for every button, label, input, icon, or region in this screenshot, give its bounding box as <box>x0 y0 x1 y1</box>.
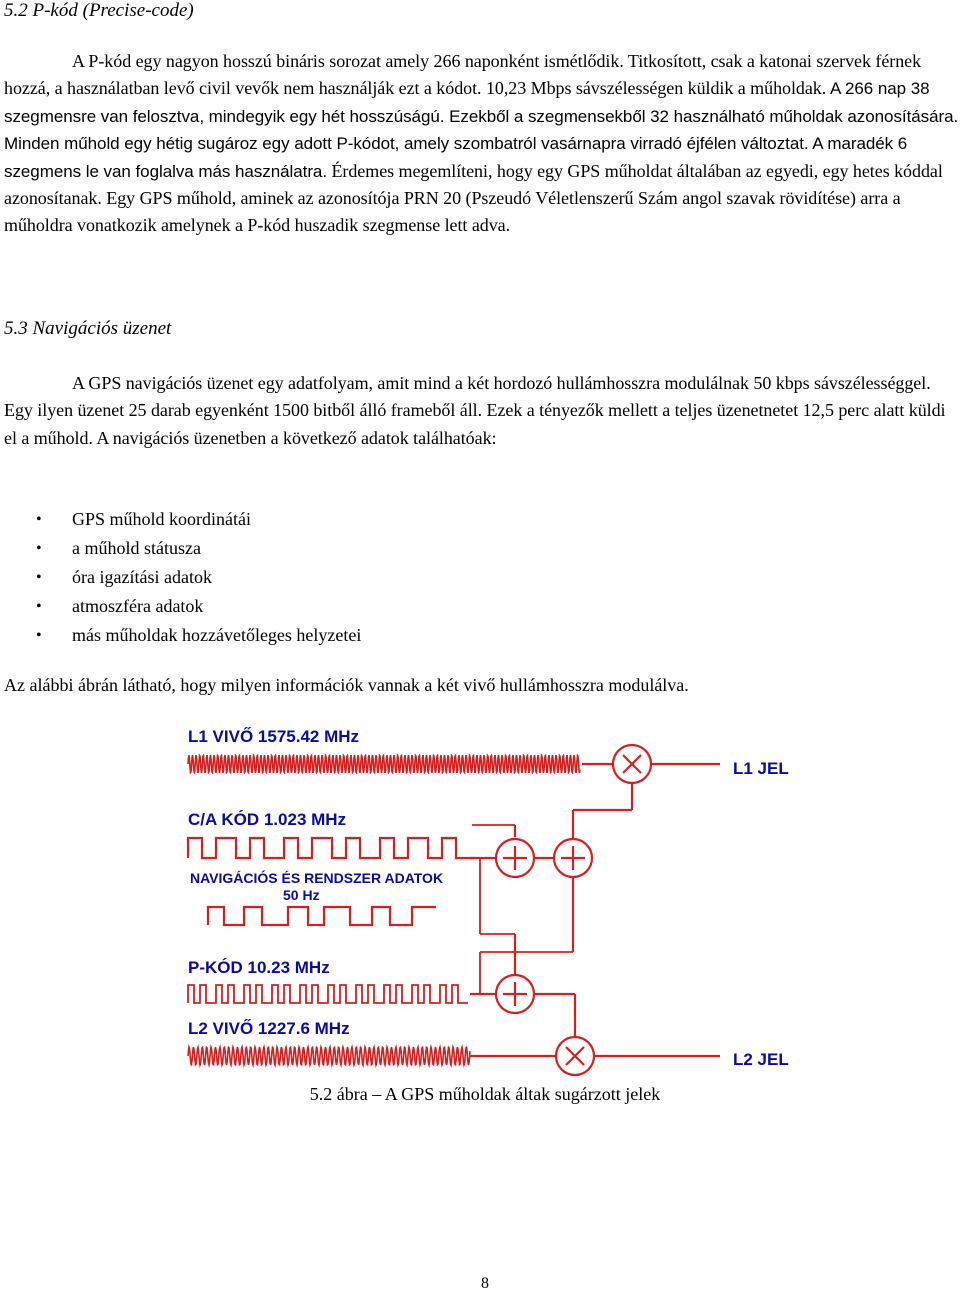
section-heading-p-code: 5.2 P-kód (Precise-code) <box>4 0 194 21</box>
navigation-paragraph: A GPS navigációs üzenet egy adatfolyam, amit mind a két hordozó hullámhosszra modulálnak 50 kbps sávszélességgel. Egy ilyen üzenet 25 darab egyenként 1500 bitből álló frameből áll. Ezek a tényezők mellett a teljes üzenetnetet 12,5 perc alatt küldi el a műhold. A navigációs üzenetben a következő adatok találhatóak: <box>4 373 946 448</box>
l1-carrier-label: L1 VIVŐ 1575.42 MHz <box>188 727 360 746</box>
p-code-wave <box>188 985 468 1003</box>
list-item-text: GPS műhold koordinátái <box>72 509 251 529</box>
navigation-data-list <box>0 505 361 650</box>
l1-mixer-icon <box>613 745 651 783</box>
l2-carrier-wave <box>188 1047 470 1065</box>
list-item <box>0 592 361 621</box>
ca-code-label: C/A KÓD 1.023 MHz <box>188 810 347 829</box>
p-code-adder-icon <box>496 975 534 1013</box>
ca-adder-icon <box>496 839 534 877</box>
p-code-paragraph <box>4 48 960 240</box>
bullet-icon: • <box>36 598 42 615</box>
bullet-icon: • <box>36 569 42 586</box>
nav-rate-label: 50 Hz <box>283 887 320 903</box>
figure-caption: 5.2 ábra – A GPS műholdak áltak sugárzott jelek <box>309 1084 661 1104</box>
list-item <box>0 534 361 563</box>
bullet-icon: • <box>36 627 42 644</box>
list-item <box>0 505 361 534</box>
nav-data-wave <box>208 907 436 925</box>
list-item <box>0 621 361 650</box>
list-item-text: atmoszféra adatok <box>72 596 204 616</box>
p-code-text-1: A P-kód egy nagyon hosszú bináris sorozat amely 266 naponként ismétlődik. Titkosított, csak a katonai szervek férnek hozzá, a használatban levő civil vevők nem használják ezt a kódot. 10,23 Mbps sávszélességen küldik a műholdak. <box>4 51 922 99</box>
l2-mixer-icon <box>556 1037 594 1075</box>
p-code-text-3: Érdemes megemlíteni, hogy egy GPS műholdat általában az egyedi, egy hetes kóddal azonosítanak. <box>4 160 943 209</box>
l2-signal-label: L2 JEL <box>733 1050 789 1069</box>
bullet-icon: • <box>36 540 42 557</box>
section-heading-navigation: 5.3 Navigációs üzenet <box>4 318 172 339</box>
l1-signal-label: L1 JEL <box>733 759 789 778</box>
page-number: 8 <box>481 1275 489 1292</box>
list-item-text: más műholdak hozzávetőleges helyzetei <box>72 625 362 645</box>
nav-data-label: NAVIGÁCIÓS ÉS RENDSZER ADATOK <box>190 870 444 886</box>
l1-adder-icon <box>554 839 592 877</box>
bullet-icon: • <box>36 511 42 528</box>
list-item <box>0 563 361 592</box>
l2-carrier-label: L2 VIVŐ 1227.6 MHz <box>188 1019 350 1038</box>
gps-signal-diagram <box>180 720 810 1080</box>
l1-carrier-wave <box>188 755 580 773</box>
p-code-text-2: A 266 nap 38 szegmensre van felosztva, mindegyik egy hét hosszúságú. Ezekből a szegmensekből 32 használható műholdak azonosítására. Minden műhold egy hétig sugároz egy adott P-kódot, amely szombatról vasárnapra virradó éjfélen változtat. A maradék 6 szegmens le van foglalva más használatra. <box>4 79 959 181</box>
list-item-text: óra igazítási adatok <box>72 567 212 587</box>
p-code-text-4: Egy GPS műhold, aminek az azonosítója PRN 20 (Pszeudó Véletlenszerű Szám angol szavak rövidítése) arra a műholdra vonatkozik amelynek a P-kód huszadik szegmense lett adva. <box>4 188 901 236</box>
list-item-text: a műhold státusza <box>72 538 201 558</box>
figure-intro: Az alábbi ábrán látható, hogy milyen információk vannak a két vivő hullámhosszra modulálva. <box>4 675 689 695</box>
p-code-label: P-KÓD 10.23 MHz <box>188 958 330 977</box>
ca-code-wave <box>188 838 476 858</box>
